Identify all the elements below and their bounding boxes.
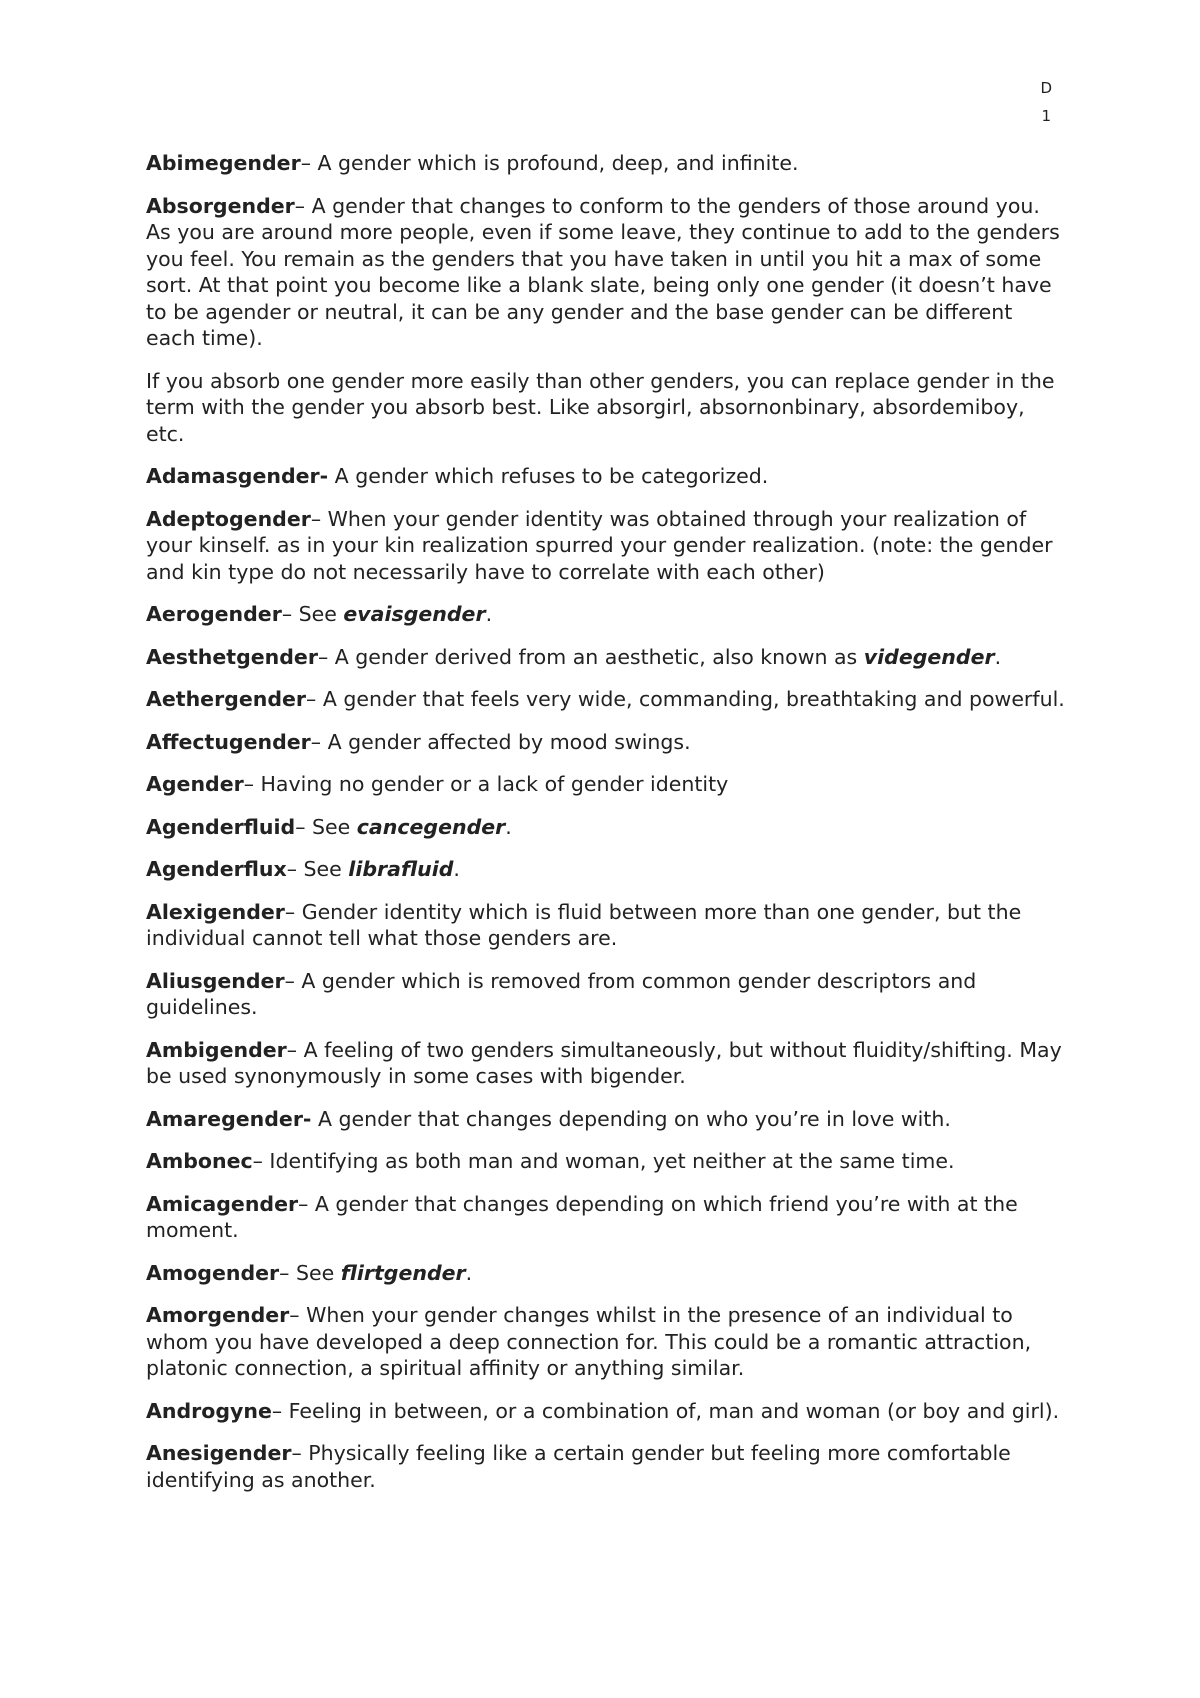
- entry-term: Abimegender: [146, 151, 301, 175]
- entry-definition: A gender that changes depending on who you’re in love with.: [317, 1106, 951, 1131]
- entry-term: Amorgender: [146, 1303, 290, 1327]
- entry-trailing-punctuation: .: [505, 814, 512, 839]
- entry-term: Amaregender-: [146, 1106, 312, 1131]
- entry-definition: See: [298, 602, 344, 626]
- entry-reference: librafluid: [348, 857, 454, 881]
- entry-definition: A gender which is removed from common gender descriptors and guidelines.: [146, 968, 977, 1019]
- entry-separator: –: [294, 193, 312, 218]
- entry-term: Aerogender: [146, 602, 282, 626]
- glossary-entry: [146, 1037, 1066, 1090]
- entry-term: Ambonec: [146, 1149, 253, 1173]
- entry-separator: –: [289, 1303, 307, 1327]
- entry-separator: –: [298, 1191, 315, 1216]
- entry-separator: –: [291, 1441, 309, 1465]
- entry-term: Amogender: [146, 1260, 280, 1285]
- glossary-entry: [146, 644, 1066, 671]
- entry-term: Agenderfluid: [146, 814, 296, 839]
- entry-definition: When your gender identity was obtained through your realization of your kinself. as in your kin realization spurred your gender realization. (note: the gender and kin type do not necessarily have to correlate with each other): [146, 506, 1053, 584]
- entry-term: Aethergender: [146, 687, 307, 711]
- paragraph-text: If you absorb one gender more easily than other genders, you can replace gender in the term with the gender you absorb best. Like absorgirl, absornonbinary, absordemiboy, etc.: [146, 368, 1055, 446]
- entry-term: Adeptogender: [146, 506, 311, 531]
- glossary-entry: [146, 193, 1066, 352]
- entry-term: Absorgender: [146, 193, 295, 218]
- entry-reference: videgender: [863, 644, 995, 669]
- entry-term: Agender: [146, 772, 244, 796]
- entry-term: Aliusgender: [146, 968, 285, 993]
- entry-separator: –: [295, 814, 312, 839]
- entry-separator: –: [300, 151, 318, 175]
- entry-reference: flirtgender: [340, 1260, 466, 1285]
- entry-term: Androgyne: [146, 1398, 272, 1423]
- entry-reference: evaisgender: [343, 602, 486, 626]
- entry-definition: When your gender changes whilst in the presence of an individual to whom you have developed a deep connection for. This could be a romantic attraction, platonic connection, a spiritual affinity or anything similar.: [146, 1303, 1032, 1380]
- entry-definition: Physically feeling like a certain gender but feeling more comfortable identifying as another.: [146, 1441, 1011, 1492]
- entry-definition: Gender identity which is fluid between more than one gender, but the individual cannot tell what those genders are.: [146, 899, 1022, 950]
- entry-trailing-punctuation: .: [453, 857, 460, 881]
- entry-separator: –: [281, 602, 299, 626]
- entry-separator: –: [317, 644, 335, 669]
- glossary-entry: [146, 968, 1066, 1021]
- entry-definition: See: [303, 857, 349, 881]
- glossary-entry: [146, 601, 1066, 628]
- entry-term: Alexigender: [146, 899, 285, 924]
- entry-definition: A gender which is profound, deep, and infinite.: [317, 151, 799, 175]
- glossary-entry: [146, 771, 1066, 798]
- glossary-entry: [146, 506, 1066, 586]
- entry-separator: –: [284, 968, 302, 993]
- entry-term: Anesigender: [146, 1441, 292, 1465]
- entry-separator: –: [271, 1398, 289, 1423]
- entry-definition: A gender that feels very wide, commanding, breathtaking and powerful.: [322, 687, 1065, 711]
- entry-definition: See: [295, 1260, 341, 1285]
- entry-separator: –: [243, 772, 261, 796]
- entry-separator: –: [310, 729, 328, 754]
- entry-definition: A gender that changes to conform to the genders of those around you. As you are around more people, even if some leave, they continue to add to the genders you feel. You remain as the genders that you have taken in until you hit a max of some sort. At that point you become like a blank slate, being only one gender (it doesn’t have to be agender or neutral, it can be any gender and the base gender can be different each time).: [146, 193, 1060, 350]
- entry-separator: –: [286, 1037, 304, 1062]
- glossary-content: [146, 150, 1066, 1509]
- entry-term: Affectugender: [146, 729, 311, 754]
- entry-separator: –: [279, 1260, 296, 1285]
- glossary-entry: [146, 1106, 1066, 1133]
- entry-definition: See: [312, 814, 357, 839]
- glossary-entry: [146, 814, 1066, 841]
- page-header: [1040, 74, 1052, 130]
- glossary-entry: [146, 856, 1066, 883]
- glossary-entry: [146, 899, 1066, 952]
- glossary-entry: [146, 1398, 1066, 1425]
- entry-definition: A gender which refuses to be categorized.: [334, 464, 769, 488]
- glossary-paragraph: [146, 368, 1066, 448]
- page-number: 1: [1041, 107, 1051, 125]
- entry-separator: –: [286, 857, 304, 881]
- entry-term: Amicagender: [146, 1191, 299, 1216]
- glossary-entry: [146, 686, 1066, 713]
- glossary-entry: [146, 1260, 1066, 1287]
- glossary-entry: [146, 729, 1066, 756]
- entry-definition: A feeling of two genders simultaneously, but without fluidity/shifting. May be used synonymously in some cases with bigender.: [146, 1037, 1062, 1088]
- entry-term: Adamasgender-: [146, 464, 329, 488]
- entry-definition: Having no gender or a lack of gender identity: [260, 772, 729, 796]
- header-letter: D: [1040, 79, 1052, 97]
- entry-term: Ambigender: [146, 1037, 287, 1062]
- entry-definition: A gender affected by mood swings.: [327, 729, 691, 754]
- entry-trailing-punctuation: .: [485, 602, 493, 626]
- entry-definition: Feeling in between, or a combination of, man and woman (or boy and girl).: [288, 1398, 1060, 1423]
- entry-definition: A gender that changes depending on which friend you’re with at the moment.: [146, 1191, 1018, 1242]
- entry-trailing-punctuation: .: [465, 1260, 473, 1285]
- glossary-entry: [146, 1440, 1066, 1493]
- entry-definition: Identifying as both man and woman, yet neither at the same time.: [269, 1149, 955, 1173]
- entry-separator: –: [284, 899, 302, 924]
- entry-reference: cancegender: [356, 814, 506, 839]
- entry-trailing-punctuation: .: [994, 644, 1002, 669]
- glossary-entry: [146, 1148, 1066, 1175]
- glossary-entry: [146, 150, 1066, 177]
- entry-separator: –: [310, 506, 328, 531]
- entry-separator: –: [306, 687, 323, 711]
- entry-definition: A gender derived from an aesthetic, also known as: [334, 644, 864, 669]
- glossary-entry: [146, 463, 1066, 490]
- glossary-entry: [146, 1302, 1066, 1382]
- entry-separator: –: [252, 1149, 270, 1173]
- entry-term: Aesthetgender: [146, 644, 318, 669]
- glossary-entry: [146, 1191, 1066, 1244]
- entry-term: Agenderflux: [146, 857, 287, 881]
